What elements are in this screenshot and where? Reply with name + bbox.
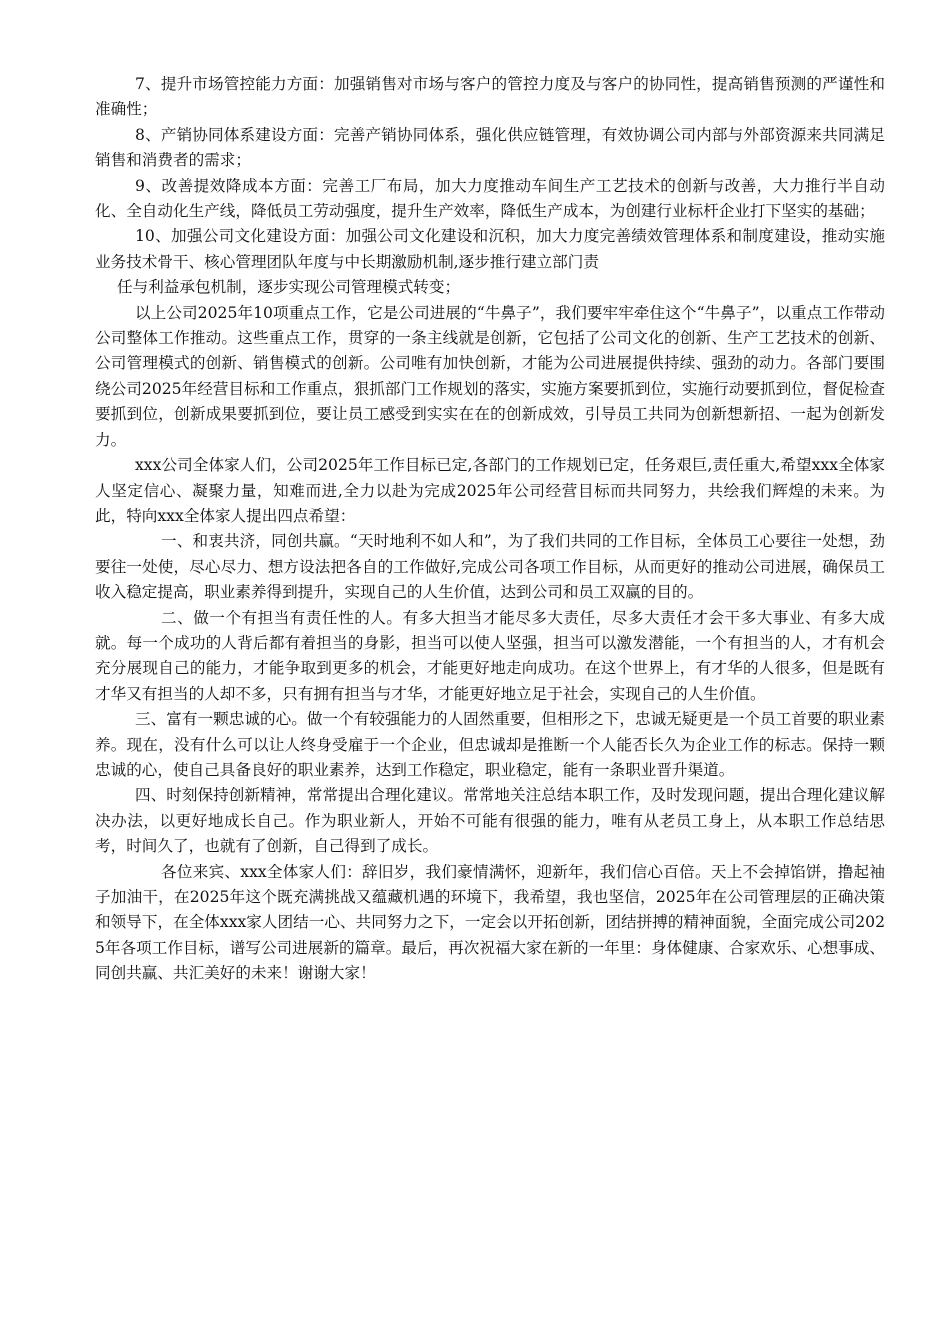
paragraph-key-work-summary: 以上公司2025年10项重点工作，它是公司进展的“牛鼻子”，我们要牢牢牵住这个“牛鼻子”，以重点工作带动公司整体工作推动。这些重点工作，贯穿的一条主线就是创新，它包括了公司文化的创新、生产工艺技术的创新、公司管理模式的创新、销售模式的创新。公司唯有加快创新，才能为公司进展提供持续、强劲的动力。各部门要围绕公司2025年经营目标和工作重点，狠抓部门工作规划的落实，实施方案要抓到位，实施行动要抓到位，督促检查要抓到位，创新成果要抓到位，要让员工感受到实实在在的创新成效，引导员工共同为创新想新招、一起为创新发力。 [95, 303, 885, 449]
paragraph-hope-one: 一、和衷共济，同创共赢。“天时地利不如人和”，为了我们共同的工作目标，全体员工心要往一处想，劲要往一处使，尽心尽力、想方设法把各自的工作做好,完成公司各项工作目标，从而更好的推动公司进展，确保员工收入稳定提高，职业素养得到提升，实现自己的人生价值，达到公司和员工双赢的目的。 [95, 532, 885, 602]
paragraph-hope-two: 二、做一个有担当有责任性的人。有多大担当才能尽多大责任，尽多大责任才会干多大事业、有多大成就。每一个成功的人背后都有着担当的身影，担当可以使人坚强，担当可以激发潜能，一个有担当的人，才有机会充分展现自己的能力，才能争取到更多的机会，才能更好地走向成功。在这个世界上，有才华的人很多，但是既有才华又有担当的人却不多，只有拥有担当与才华，才能更好地立足于社会，实现自己的人生价值。 [95, 608, 885, 703]
paragraph-item-8: 8、产销协同体系建设方面：完善产销协同体系，强化供应链管理，有效协调公司内部与外部资源来共同满足销售和消费者的需求； [95, 125, 885, 170]
paragraph-company-goals: xxx公司全体家人们，公司2025年工作目标已定,各部门的工作规划已定，任务艰巨,责任重大,希望xxx全体家人坚定信心、凝聚力量，知难而进,全力以赴为完成2025年公司经营目标而共同努力，共绘我们辉煌的未来。为此，特向xxx全体家人提出四点希望： [95, 456, 885, 525]
document-body [95, 72, 885, 987]
paragraph-item-10-continued: 任与利益承包机制，逐步实现公司管理模式转变； [117, 278, 461, 297]
paragraph-hope-four: 四、时刻保持创新精神，常常提出合理化建议。常常地关注总结本职工作，及时发现问题，提出合理化建议解决办法，以更好地成长自己。作为职业新人，开始不可能有很强的能力，唯有从老员工身上，从本职工作总结思考，时间久了，也就有了创新，自己得到了成长。 [95, 786, 885, 856]
paragraph-closing-remarks: 各位来宾、xxx全体家人们：辞旧岁，我们豪情满怀，迎新年，我们信心百倍。天上不会掉馅饼，撸起袖子加油干，在2025年这个既充满挑战又蕴藏机遇的环境下，我希望，我也坚信，2025年在公司管理层的正确决策和领导下，在全体xxx家人团结一心、共同努力之下，一定会以开拓创新，团结拼搏的精神面貌，全面完成公司2025年各项工作目标，谱写公司进展新的篇章。最后，再次祝福大家在新的一年里：身体健康、合家欢乐、心想事成、同创共赢、共汇美好的未来！谢谢大家！ [95, 862, 885, 983]
paragraph-item-10: 10、加强公司文化建设方面：加强公司文化建设和沉积，加大力度完善绩效管理体系和制度建设，推动实施业务技术骨干、核心管理团队年度与中长期激励机制,逐步推行建立部门责 [95, 227, 885, 271]
paragraph-hope-three: 三、富有一颗忠诚的心。做一个有较强能力的人固然重要，但相形之下，忠诚无疑更是一个员工首要的职业素养。现在，没有什么可以让人终身受雇于一个企业，但忠诚却是推断一个人能否长久为企业工作的标志。保持一颗忠诚的心，使自己具备良好的职业素养，达到工作稳定，职业稳定，能有一条职业晋升渠道。 [95, 710, 885, 779]
paragraph-item-9: 9、改善提效降成本方面：完善工厂布局，加大力度推动车间生产工艺技术的创新与改善，大力推行半自动化、全自动化生产线，降低员工劳动强度，提升生产效率，降低生产成本，为创建行业标杆企业打下坚实的基础； [95, 176, 885, 221]
paragraph-item-7: 7、提升市场管控能力方面：加强销售对市场与客户的管控力度及与客户的协同性，提高销售预测的严谨性和准确性； [95, 75, 885, 119]
